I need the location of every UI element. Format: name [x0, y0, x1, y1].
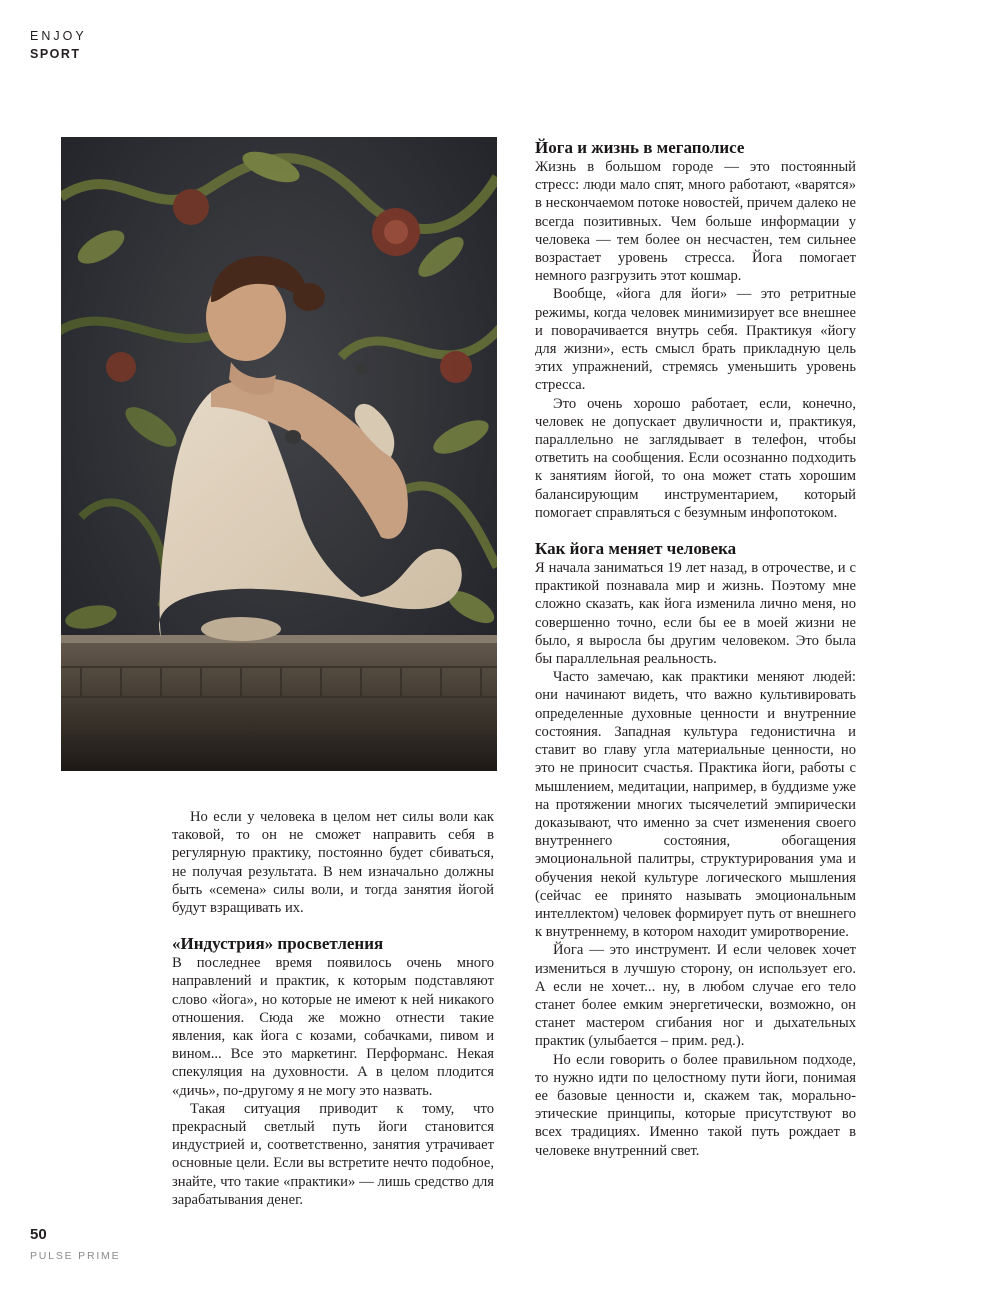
yoga-photo	[61, 137, 497, 771]
paragraph: Йога — это инструмент. И если человек хочет измениться в лучшую сторону, он использует его. А если не хочет... ну, в любом случае его тело станет более емким энергетически, возможно, он станет мастером сгибания ног и дыхательных практик (улыбается – прим. ред.).	[535, 942, 856, 1050]
paragraph: Такая ситуация приводит к тому, что прекрасный светлый путь йоги становится индустрией и, соответственно, занятия утрачивает основные цели. Если вы встретите нечто подобное, знайте, что такие «практики» — лишь средство для зарабатывания денег.	[172, 1100, 494, 1208]
paragraph: Часто замечаю, как практики меняют людей: они начинают видеть, что важно культивировать определенные духовные ценности и внутренние состояния. Западная культура гедонистична и ставит во главу угла материальные ценности, но это не приносит счастья. Практика йоги, работы с мышлением, медитации, например, в буддизме уже на протяжении многих тысячелетий эмпирически доказывают, что именно за счет изменения своего внутреннего состояния, обогащения эмоциональной палитры, структурирования ума и обучения некой культуре логического мышления (сейчас ее принято называть эмоциональным интеллектом) человек формирует путь от внешнего к внутреннему, в котором находит умиротворение.	[535, 669, 856, 941]
paragraph: Жизнь в большом городе — это постоянный стресс: люди мало спят, много работают, «варятся» в нескончаемом потоке новостей, причем далеко не всегда позитивных. Чем больше информации у человека — тем более он несчастен, тем сильнее возрастает уровень стресса. Йога помогает немного разгрузить этот кошмар.	[535, 159, 856, 285]
section-name: SPORT	[30, 47, 81, 61]
paragraph: Вообще, «йога для йоги» — это ретритные режимы, когда человек минимизирует все внешнее и поворачивается внутрь себя. Практикуя «йогу для жизни», есть смысл брать прикладную цель этих упражнений, стремясь уменьшить уровень стресса.	[535, 286, 856, 394]
paragraph: Но если говорить о более правильном подходе, то нужно идти по целостному пути йоги, понимая ее базовые ценности и, скажем так, морально-этические принципы, которые присутствуют во всех традициях. Именно такой путь рождает в человеке внутренний свет.	[535, 1051, 856, 1159]
section-kicker: ENJOY	[30, 29, 87, 43]
right-article-column	[535, 138, 856, 1160]
page-number: 50	[30, 1226, 47, 1243]
left-article-column	[172, 808, 494, 1209]
subheading-how-yoga-changes: Как йога меняет человека	[535, 539, 737, 559]
subheading-megapolis: Йога и жизнь в мегаполисе	[535, 138, 745, 157]
paragraph: В последнее время появилось очень много направлений и практик, к которым подставляют слово «йога», но которые не имеют к ней никакого отношения. Сюда же можно отнести такие явления, как йога с козами, собачками, пивом и вином... Все это маркетинг. Перформанс. Некая спекуляция на духовности. А в целом плодится «дичь», по-другому я не могу это назвать.	[172, 955, 494, 1099]
subheading-industry: «Индустрия» просветления	[172, 934, 384, 954]
paragraph: Но если у человека в целом нет силы воли как таковой, то он не сможет направить себя в регулярную практику, постоянно будет сбиваться, не получая результата. В нем изначально должны быть «семена» силы воли, и тогда занятия йогой будут взращивать их.	[172, 809, 494, 917]
paragraph: Я начала заниматься 19 лет назад, в отрочестве, и с практикой познавала мир и жизнь. Поэтому мне сложно сказать, как йога изменила лично меня, но совершенно точно, если бы ее в моей жизни не было, я выросла бы другим человеком. Это была бы параллельная реальность.	[535, 560, 856, 668]
magazine-name: PULSE PRIME	[30, 1250, 121, 1262]
paragraph: Это очень хорошо работает, если, конечно, человек не допускает двуличности и, практикуя, параллельно не заглядывает в телефон, чтобы ответить на сообщения. Если осознанно подходить к занятиям йогой, то она может стать хорошим балансирующим инструментарием, который помогает справляться с безумным инфопотоком.	[535, 395, 856, 521]
